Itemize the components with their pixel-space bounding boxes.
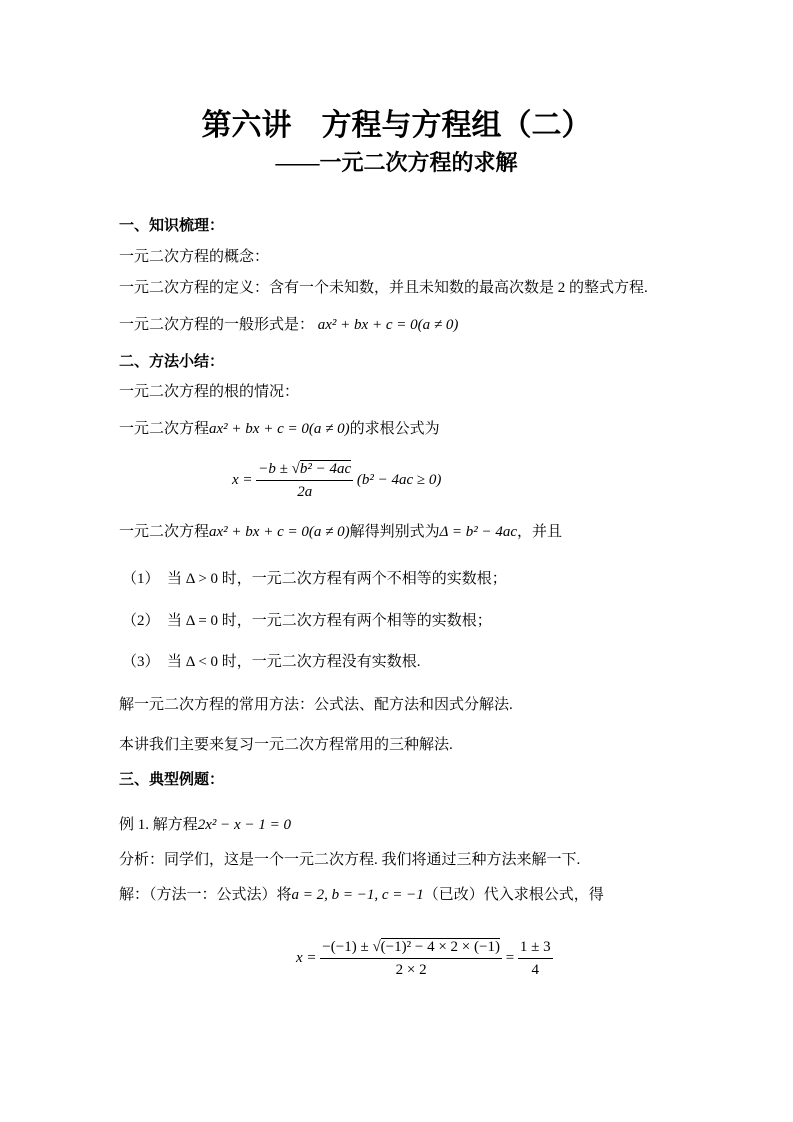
formula-suffix: 的求根公式为 xyxy=(349,421,440,437)
disc-mid: 解得判别式为 xyxy=(349,524,440,540)
case-cond: 当 Δ > 0 时， xyxy=(167,571,252,587)
qf-lhs: x = xyxy=(232,471,253,488)
document-title: 第六讲 方程与方程组（二） xyxy=(201,109,592,142)
qf-fraction: $\frac{\text{−b ± √b² − 4ac}}{2a}$ xyxy=(256,458,353,503)
concept-line: 一元二次方程的概念： xyxy=(119,249,270,265)
case-text: 一元二次方程有两个相等的实数根； xyxy=(251,613,492,629)
case-cond: 当 Δ = 0 时， xyxy=(167,613,252,629)
qf-num: −b ± xyxy=(258,461,292,477)
sol-suffix: （已改）代入求根公式，得 xyxy=(423,887,604,903)
discriminant-line xyxy=(119,522,562,542)
sf-result-den: 4 xyxy=(531,962,540,978)
sf-result-num: 1 ± 3 xyxy=(518,936,553,959)
formula-intro-line xyxy=(119,419,440,439)
case-item xyxy=(122,611,492,631)
general-form-label: 一元二次方程的一般形式是： xyxy=(119,317,315,333)
analysis-line: 分析：同学们，这是一个一元二次方程. 我们将通过三种方法来解一下. xyxy=(119,852,581,868)
ex1-prefix: 例 1. 解方程 xyxy=(119,817,198,833)
roots-line: 一元二次方程的根的情况： xyxy=(119,384,300,400)
solution-line xyxy=(119,885,604,905)
case-text: 一元二次方程有两个不相等的实数根； xyxy=(251,571,507,587)
case-num: （1） xyxy=(122,571,160,587)
qf-den: 2a xyxy=(297,484,313,500)
case-cond: 当 Δ < 0 时， xyxy=(167,654,252,670)
case-text: 一元二次方程没有实数根. xyxy=(251,654,421,670)
disc-prefix: 一元二次方程 xyxy=(119,524,210,540)
document-subtitle: ——一元二次方程的求解 xyxy=(275,150,518,175)
review-line: 本讲我们主要来复习一元二次方程常用的三种解法. xyxy=(119,737,453,753)
case-item xyxy=(122,652,421,672)
sol-math: a = 2, b = −1, c = −1 xyxy=(291,887,424,903)
case-item xyxy=(122,569,507,589)
disc-math: ax² + bx + c = 0(a ≠ 0) xyxy=(209,524,350,540)
sf-result xyxy=(518,936,553,981)
ex1-math: 2x² − x − 1 = 0 xyxy=(197,817,291,833)
qf-condition: (b² − 4ac ≥ 0) xyxy=(356,471,442,488)
section-heading-1: 一、知识梳理： xyxy=(119,218,225,234)
sf-den: 2 × 2 xyxy=(395,962,427,978)
case-num: （3） xyxy=(122,654,160,670)
section-heading-3: 三、典型例题： xyxy=(119,772,225,788)
qf-sqrt: b² − 4ac xyxy=(299,461,352,477)
disc-suffix: ，并且 xyxy=(517,524,563,540)
disc-expr: Δ = b² − 4ac xyxy=(439,524,518,540)
sf-sqrt: (−1)² − 4 × 2 × (−1) xyxy=(380,939,500,955)
solution-formula xyxy=(296,936,553,981)
section-heading-2: 二、方法小结： xyxy=(119,354,225,370)
sf-lhs: x = xyxy=(296,949,317,966)
formula-math: ax² + bx + c = 0(a ≠ 0) xyxy=(209,421,350,437)
example-1-line xyxy=(119,815,291,835)
general-form-line xyxy=(119,315,458,335)
definition-line: 一元二次方程的定义：含有一个未知数，并且未知数的最高次数是 2 的整式方程. xyxy=(119,280,648,296)
formula-prefix: 一元二次方程 xyxy=(119,421,210,437)
methods-line: 解一元二次方程的常用方法：公式法、配方法和因式分解法. xyxy=(119,697,513,713)
sf-num: −(−1) ± xyxy=(322,939,373,955)
sol-prefix: 解：（方法一：公式法）将 xyxy=(119,887,292,903)
sf-fraction: $\frac{\text{−(−1) ± √(−1)² − 4 × 2 × (−1)}}{2 \times 2}$ xyxy=(320,936,502,981)
quadratic-formula xyxy=(232,458,441,503)
general-form-math: ax² + bx + c = 0(a ≠ 0) xyxy=(317,317,459,333)
sf-eq: = xyxy=(505,949,515,966)
case-num: （2） xyxy=(122,613,160,629)
